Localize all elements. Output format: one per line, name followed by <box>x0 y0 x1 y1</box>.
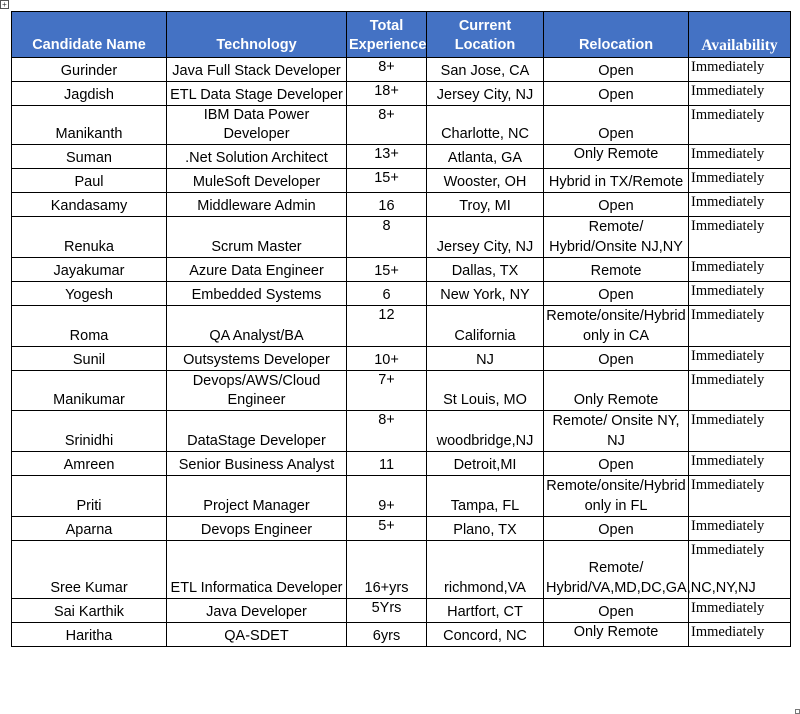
cell-name: Gurinder <box>12 58 167 82</box>
table-row <box>12 306 791 347</box>
cell-experience: 11 <box>347 452 427 476</box>
cell-availability: Immediately <box>689 517 791 541</box>
cell-experience: 10+ <box>347 347 427 371</box>
cell-technology: ETL Informatica Developer <box>167 541 347 599</box>
cell-location: Jersey City, NJ <box>427 82 544 106</box>
cell-availability: Immediately <box>689 599 791 623</box>
table-row <box>12 217 791 258</box>
cell-technology: Middleware Admin <box>167 193 347 217</box>
cell-location: Wooster, OH <box>427 169 544 193</box>
cell-availability: Immediately <box>689 371 791 411</box>
cell-experience: 16 <box>347 193 427 217</box>
cell-name: Sunil <box>12 347 167 371</box>
cell-name: Jagdish <box>12 82 167 106</box>
cell-name: Sree Kumar <box>12 541 167 599</box>
cell-location: Tampa, FL <box>427 476 544 517</box>
cell-experience: 5+ <box>347 517 427 541</box>
cell-technology: Azure Data Engineer <box>167 258 347 282</box>
cell-availability: Immediately <box>689 282 791 306</box>
cell-relocation: Remote/onsite/Hybrid only in FL <box>544 476 689 517</box>
cell-technology: Java Full Stack Developer <box>167 58 347 82</box>
table-row <box>12 371 791 411</box>
table-row <box>12 599 791 623</box>
cell-availability: Immediately <box>689 217 791 258</box>
table-row <box>12 411 791 452</box>
cell-name: Kandasamy <box>12 193 167 217</box>
cell-experience: 8 <box>347 217 427 258</box>
cell-technology: IBM Data Power Developer <box>167 106 347 145</box>
cell-experience: 5Yrs <box>347 599 427 623</box>
cell-technology: DataStage Developer <box>167 411 347 452</box>
cell-technology: MuleSoft Developer <box>167 169 347 193</box>
cell-name: Srinidhi <box>12 411 167 452</box>
table-row <box>12 541 791 599</box>
header-relocation: Relocation <box>544 12 689 58</box>
cell-technology: ETL Data Stage Developer <box>167 82 347 106</box>
cell-relocation: Open <box>544 599 689 623</box>
cell-location: Hartfort, CT <box>427 599 544 623</box>
cell-availability: Immediately <box>689 82 791 106</box>
cell-availability: Immediately <box>689 306 791 347</box>
cell-experience: 12 <box>347 306 427 347</box>
cell-availability: Immediately <box>689 145 791 169</box>
cell-name: Manikumar <box>12 371 167 411</box>
cell-relocation: Open <box>544 517 689 541</box>
cell-relocation: Open <box>544 58 689 82</box>
cell-availability: Immediately <box>689 258 791 282</box>
cell-availability: Immediately <box>689 58 791 82</box>
resize-handle-icon[interactable] <box>795 709 800 714</box>
cell-location: richmond,VA <box>427 541 544 599</box>
cell-experience: 16+yrs <box>347 541 427 599</box>
cell-location: Detroit,MI <box>427 452 544 476</box>
cell-technology: .Net Solution Architect <box>167 145 347 169</box>
cell-name: Priti <box>12 476 167 517</box>
table-row <box>12 347 791 371</box>
cell-experience: 8+ <box>347 411 427 452</box>
cell-name: Yogesh <box>12 282 167 306</box>
cell-name: Aparna <box>12 517 167 541</box>
cell-location: Jersey City, NJ <box>427 217 544 258</box>
cell-location: Charlotte, NC <box>427 106 544 145</box>
table-row <box>12 476 791 517</box>
cell-experience: 15+ <box>347 258 427 282</box>
candidate-table <box>11 11 791 647</box>
cell-relocation: Remote/ Hybrid/Onsite NJ,NY <box>544 217 689 258</box>
table-move-handle-icon[interactable]: + <box>0 0 9 9</box>
cell-availability: Immediately <box>689 169 791 193</box>
cell-relocation: Open <box>544 106 689 145</box>
cell-availability: Immediately <box>689 476 791 517</box>
cell-experience: 8+ <box>347 106 427 145</box>
cell-availability: Immediately <box>689 193 791 217</box>
table-header-row <box>12 12 791 58</box>
table-row <box>12 282 791 306</box>
cell-experience: 8+ <box>347 58 427 82</box>
cell-availability: Immediately <box>689 411 791 452</box>
cell-location: Atlanta, GA <box>427 145 544 169</box>
cell-location: Plano, TX <box>427 517 544 541</box>
cell-availability: Immediately <box>689 452 791 476</box>
cell-name: Amreen <box>12 452 167 476</box>
cell-name: Haritha <box>12 623 167 647</box>
cell-experience: 13+ <box>347 145 427 169</box>
cell-availability: Immediately <box>689 623 791 647</box>
cell-relocation: Only Remote <box>544 371 689 411</box>
cell-name: Suman <box>12 145 167 169</box>
cell-location: New York, NY <box>427 282 544 306</box>
cell-relocation: Remote/ Onsite NY, NJ <box>544 411 689 452</box>
cell-experience: 18+ <box>347 82 427 106</box>
table-row <box>12 82 791 106</box>
cell-relocation: Open <box>544 452 689 476</box>
table-row <box>12 258 791 282</box>
cell-relocation: Remote <box>544 258 689 282</box>
cell-relocation: Open <box>544 193 689 217</box>
cell-technology: Senior Business Analyst <box>167 452 347 476</box>
cell-location: California <box>427 306 544 347</box>
cell-technology: Scrum Master <box>167 217 347 258</box>
cell-location: San Jose, CA <box>427 58 544 82</box>
cell-availability: Immediately <box>689 347 791 371</box>
cell-technology: Project Manager <box>167 476 347 517</box>
cell-experience: 6yrs <box>347 623 427 647</box>
cell-relocation: Open <box>544 82 689 106</box>
cell-technology: Devops/AWS/Cloud Engineer <box>167 371 347 411</box>
cell-relocation: Open <box>544 347 689 371</box>
table-row <box>12 452 791 476</box>
header-availability: Availability <box>689 12 791 58</box>
cell-name: Manikanth <box>12 106 167 145</box>
cell-location: NJ <box>427 347 544 371</box>
cell-technology: Embedded Systems <box>167 282 347 306</box>
cell-name: Paul <box>12 169 167 193</box>
cell-technology: Java Developer <box>167 599 347 623</box>
table-row <box>12 193 791 217</box>
table-row <box>12 145 791 169</box>
cell-name: Renuka <box>12 217 167 258</box>
cell-location: Troy, MI <box>427 193 544 217</box>
cell-name: Sai Karthik <box>12 599 167 623</box>
cell-relocation: Remote/onsite/Hybrid only in CA <box>544 306 689 347</box>
cell-location: Dallas, TX <box>427 258 544 282</box>
cell-technology: QA Analyst/BA <box>167 306 347 347</box>
cell-name: Jayakumar <box>12 258 167 282</box>
cell-location: Concord, NC <box>427 623 544 647</box>
cell-availability: Immediately <box>689 106 791 145</box>
cell-relocation: Remote/ Hybrid/VA,MD,DC,GA,NC,NY,NJ <box>544 541 689 599</box>
cell-technology: Outsystems Developer <box>167 347 347 371</box>
cell-relocation: Only Remote <box>544 623 689 647</box>
cell-experience: 6 <box>347 282 427 306</box>
cell-location: woodbridge,NJ <box>427 411 544 452</box>
table-row <box>12 169 791 193</box>
table-row <box>12 58 791 82</box>
cell-technology: QA-SDET <box>167 623 347 647</box>
header-current-location: Current Location <box>427 12 544 58</box>
header-technology: Technology <box>167 12 347 58</box>
cell-name: Roma <box>12 306 167 347</box>
table-row <box>12 623 791 647</box>
cell-experience: 7+ <box>347 371 427 411</box>
header-candidate-name: Candidate Name <box>12 12 167 58</box>
header-total-experience: Total Experience <box>347 12 427 58</box>
cell-availability: Immediately <box>689 541 791 599</box>
cell-technology: Devops Engineer <box>167 517 347 541</box>
table-row <box>12 517 791 541</box>
cell-relocation: Open <box>544 282 689 306</box>
cell-relocation: Only Remote <box>544 145 689 169</box>
cell-relocation: Hybrid in TX/Remote <box>544 169 689 193</box>
cell-experience: 15+ <box>347 169 427 193</box>
table-row <box>12 106 791 145</box>
cell-location: St Louis, MO <box>427 371 544 411</box>
cell-experience: 9+ <box>347 476 427 517</box>
